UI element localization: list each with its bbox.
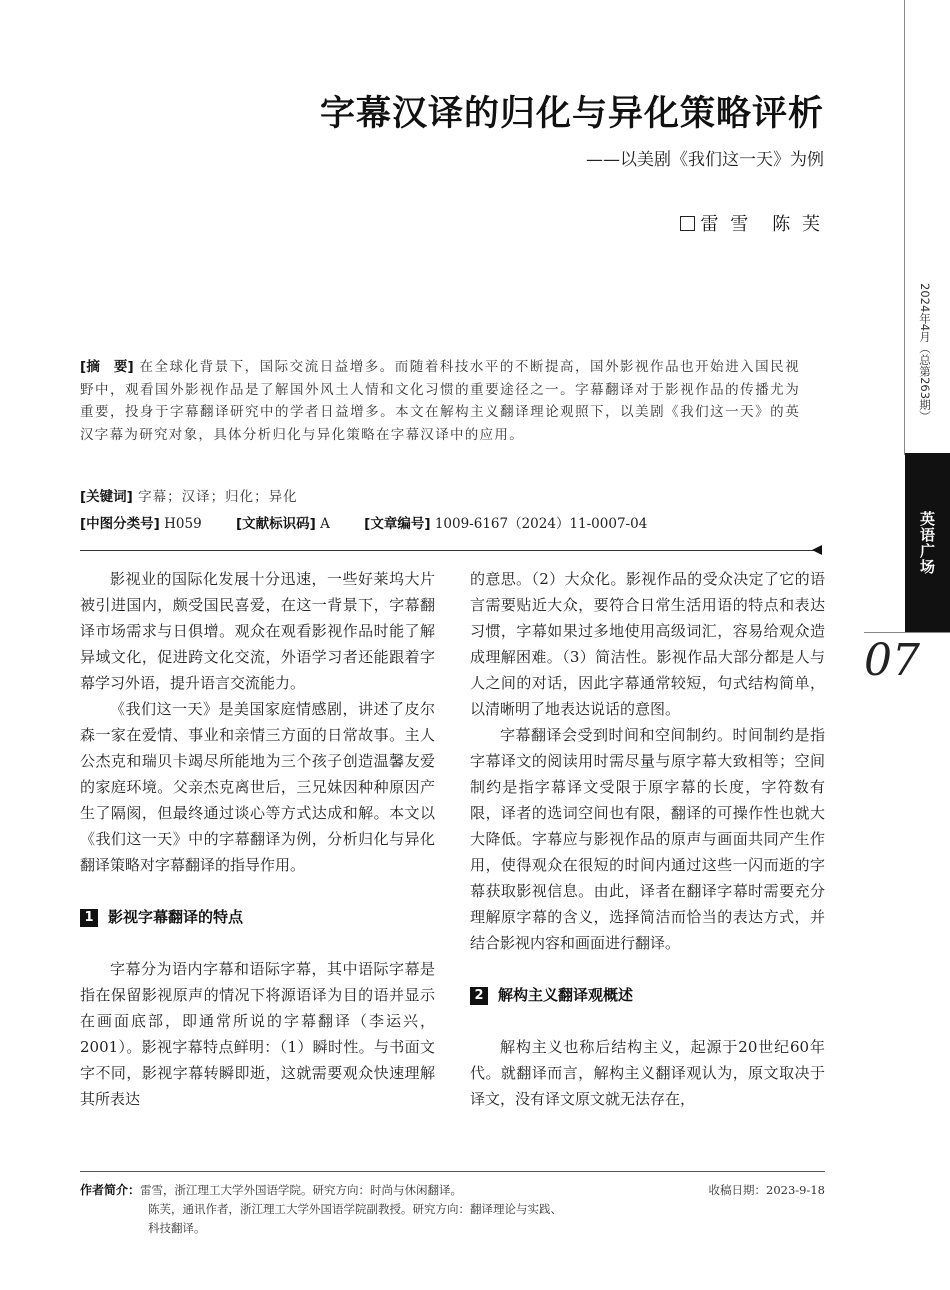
paragraph: 字幕翻译会受到时间和空间制约。时间制约是指字幕译文的阅读用时需尽量与原字幕大致相等；空间制约是指字幕译文受限于原字幕的长度，字符数有限，译者的选词空间也有限，翻译的可操作性也就大大降低。字幕应与影视作品的原声与画面共同产生作用，使得观众在很短的时间内通过这些一闪而逝的字幕获取影视信息。由此，译者在翻译字幕时需要充分理解原字幕的含义，选择简洁而恰当的表达方式，并结合影视内容和画面进行翻译。 [470,726,825,952]
bio-line: 雷雪，浙江理工大学外国语学院。研究方向：时尚与休闲翻译。 [140,1183,463,1197]
section-title: 影视字幕翻译的特点 [108,908,244,926]
clc-label: [中图分类号] [80,516,160,532]
received-date: 收稿日期：2023-9-18 [708,1183,825,1197]
paragraph: 影视业的国际化发展十分迅速，一些好莱坞大片被引进国内，颇受国民喜爱，在这一背景下，字幕翻译市场需求与日俱增。观众在观看影视作品时能了解异域文化，促进跨文化交流，外语学习者还能跟着字幕学习外语，提升语言交流能力。 [80,570,435,692]
footer-divider [80,1171,825,1172]
section-tab: 英语广场 [905,453,950,633]
keywords-text: 字幕；汉译；归化；异化 [138,489,298,505]
doc-code-value: A [320,516,330,532]
abstract-divider [80,550,815,551]
author-bio [80,1181,825,1238]
article-authors [680,210,823,236]
body-column-left [80,566,435,1112]
paragraph: 《我们这一天》是美国家庭情感剧，讲述了皮尔森一家在爱情、事业和亲情三方面的日常故事。主人公杰克和瑞贝卡竭尽所能地为三个孩子创造温馨友爱的家庭环境。父亲杰克离世后，三兄妹因种种原因产生了隔阂，但最终通过谈心等方式达成和解。本文以《我们这一天》中的字幕翻译为例，分析归化与异化翻译策略对字幕翻译的指导作用。 [80,700,435,874]
section-number: 2 [470,987,488,1005]
abstract [80,356,800,446]
page-number: 07 [864,632,950,686]
bio-label: 作者简介： [80,1183,141,1197]
section-title: 解构主义翻译观概述 [498,986,634,1004]
bio-line: 科技翻译。 [148,1221,206,1235]
article-subtitle: ——以美剧《我们这一天》为例 [586,150,824,170]
body-column-right [470,566,825,1112]
bio-line: 陈芙，通讯作者，浙江理工大学外国语学院副教授。研究方向：翻译理论与实践、 [148,1202,562,1216]
abstract-text: 在全球化背景下，国际交流日益增多。而随着科技水平的不断提高，国外影视作品也开始进入国民视野中，观看国外影视作品是了解国外风土人情和文化习惯的重要途径之一。字幕翻译对于影视作品的传播尤为重要，投身于字幕翻译研究中的学者日益增多。本文在解构主义翻译理论观照下，以美剧《我们这一天》的英汉字幕为研究对象，具体分析归化与异化策略在字幕汉译中的应用。 [80,359,800,443]
paragraph: 解构主义也称后结构主义，起源于20世纪60年代。就翻译而言，解构主义翻译观认为，原文取决于译文，没有译文原文就无法存在， [470,1038,825,1108]
clc-value: H059 [164,516,202,532]
section-heading-2 [470,982,825,1008]
keywords-label: [关键词] [80,489,133,505]
paragraph: 字幕分为语内字幕和语际字幕，其中语际字幕是指在保留影视原声的情况下将源语译为目的语并显示在画面底部，即通常所说的字幕翻译（李运兴，2001）。影视字幕特点鲜明：（1）瞬时性。与书面文字不同，影视字幕转瞬即逝，这就需要观众快速理解其所表达 [80,960,435,1108]
section-number: 1 [80,909,98,927]
paragraph: 的意思。（2）大众化。影视作品的受众决定了它的语言需要贴近大众，要符合日常生活用语的特点和表达习惯，字幕如果过多地使用高级词汇，容易给观众造成理解困难。（3）简洁性。影视作品大部分都是人与人之间的对话，因此字幕通常较短，句式结构简单，以清晰明了地表达说话的意图。 [470,570,825,718]
square-bullet-icon [680,216,695,231]
triangle-marker-icon [812,545,822,555]
classification-line [80,512,647,532]
keywords [80,485,298,505]
article-no-value: 1009-6167（2024）11-0007-04 [434,516,648,532]
doc-code-label: [文献标识码] [235,516,316,532]
authors-text: 雷 雪 陈 芙 [700,214,823,235]
article-title: 字幕汉译的归化与异化策略评析 [319,93,824,134]
article-no-label: [文章编号] [364,516,431,532]
issue-date: 2024年4月（总第263期） [918,283,932,423]
abstract-label: [摘 要] [80,359,134,375]
section-heading-1 [80,904,435,930]
